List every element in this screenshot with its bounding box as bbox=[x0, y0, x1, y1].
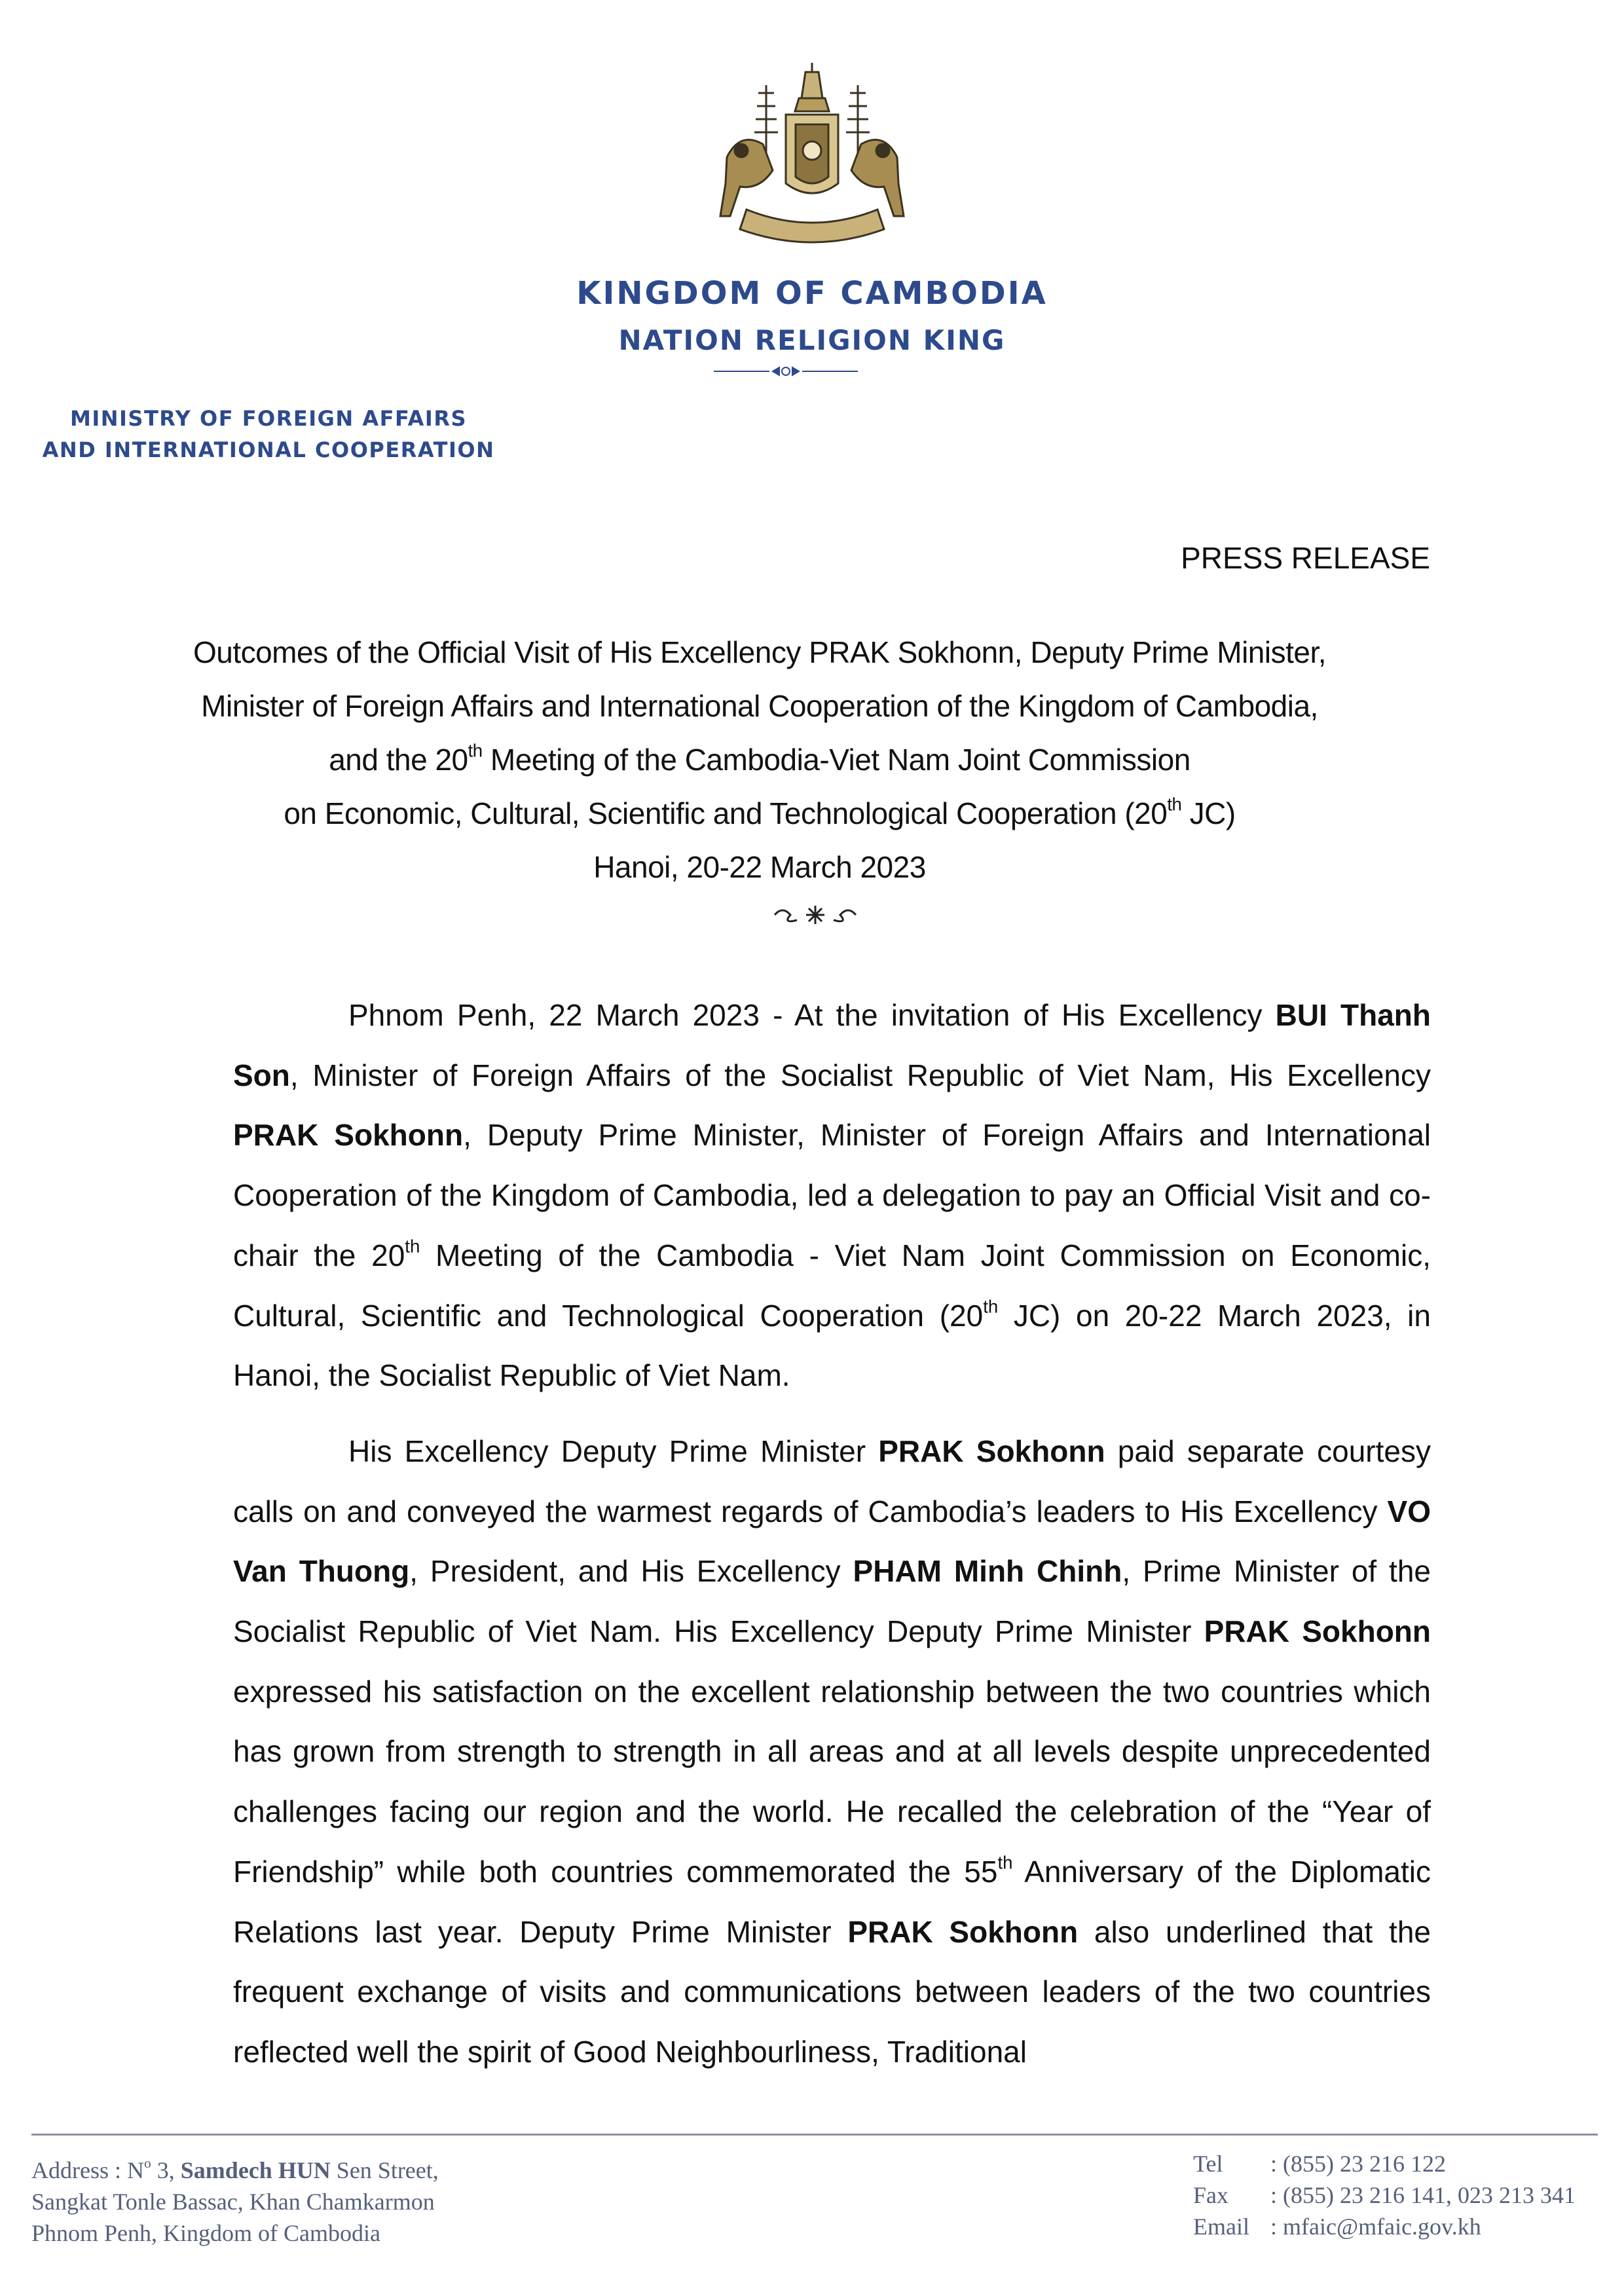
address-line-3: Phnom Penh, Kingdom of Cambodia bbox=[31, 2220, 380, 2246]
press-release-label: PRESS RELEASE bbox=[1181, 541, 1430, 575]
title-date-line: Hanoi, 20-22 March 2023 bbox=[593, 850, 926, 884]
title-line: on Economic, Cultural, Scientific and Technological Cooperation (20th JC) bbox=[284, 794, 1236, 830]
title-ornament-divider bbox=[769, 900, 861, 929]
kingdom-heading: KINGDOM OF CAMBODIA bbox=[576, 275, 1048, 312]
footer-address bbox=[31, 2155, 439, 2249]
contact-fax: Fax : (855) 23 216 141, 023 213 341 bbox=[1193, 2182, 1576, 2208]
ministry-line-2: AND INTERNATIONAL COOPERATION bbox=[42, 437, 495, 462]
nation-motto: NATION RELIGION KING bbox=[618, 324, 1006, 356]
address-line-2: Sangkat Tonle Bassac, Khan Chamkarmon bbox=[31, 2189, 435, 2215]
address-line-1: Address : $N^o$ 3, Samdech HUN Sen Street, bbox=[31, 2155, 439, 2183]
title-line: and the 20th Meeting of the Cambodia-Viet Nam Joint Commission bbox=[329, 740, 1190, 777]
body-paragraph-2: His Excellency Deputy Prime Minister PRAK Sokhonn paid separate courtesy calls on and conveyed the warmest regards of Cambodia’s leaders to His Excellency VO Van Thuong, President, and His Excellency PHAM Minh Chinh, Prime Minister of the Socialist Republic of Viet Nam. His Excellency Deputy Prime Minister PRAK Sokhonn expressed his satisfaction on the excellent relationship between the two countries which has grown from strength to strength in all areas and at all levels despite unprecedented challenges facing our region and the world. He recalled the celebration of the “Year of Friendship” while both countries commemorated the 55th Anniversary of the Diplomatic Relations last year. Deputy Prime Minister PRAK Sokhonn also underlined that the frequent exchange of visits and communications between leaders of the two countries reflected well the spirit of Good Neighbourliness, Traditional bbox=[233, 1434, 1431, 2069]
ministry-line-1: MINISTRY OF FOREIGN AFFAIRS bbox=[69, 406, 468, 431]
contact-tel: Tel : (855) 23 216 122 bbox=[1193, 2151, 1446, 2177]
royal-coat-of-arms-emblem bbox=[701, 59, 923, 255]
body-paragraph-1: Phnom Penh, 22 March 2023 - At the invitation of His Excellency BUI Thanh Son, Minister of Foreign Affairs of the Socialist Republic of Viet Nam, His Excellency PRAK Sokhonn, Deputy Prime Minister, Minister of Foreign Affairs and International Cooperation of the Kingdom of Cambodia, led a delegation to pay an Official Visit and co-chair the 20th Meeting of the Cambodia - Viet Nam Joint Commission on Economic, Cultural, Scientific and Technological Cooperation (20th JC) on 20-22 March 2023, in Hanoi, the Socialist Republic of Viet Nam. bbox=[233, 998, 1431, 1393]
footer-divider bbox=[31, 2134, 1598, 2136]
press-release-title bbox=[151, 625, 1369, 894]
header-ornament-divider bbox=[707, 363, 864, 379]
ministry-name bbox=[26, 403, 511, 466]
press-release-body bbox=[233, 986, 1431, 2098]
title-line: Outcomes of the Official Visit of His Excellency PRAK Sokhonn, Deputy Prime Minister, bbox=[193, 635, 1327, 669]
title-line: Minister of Foreign Affairs and International Cooperation of the Kingdom of Cambodia, bbox=[201, 689, 1318, 723]
contact-email: Email : mfaic@mfaic.gov.kh bbox=[1193, 2213, 1481, 2240]
footer-contact bbox=[1193, 2148, 1576, 2242]
